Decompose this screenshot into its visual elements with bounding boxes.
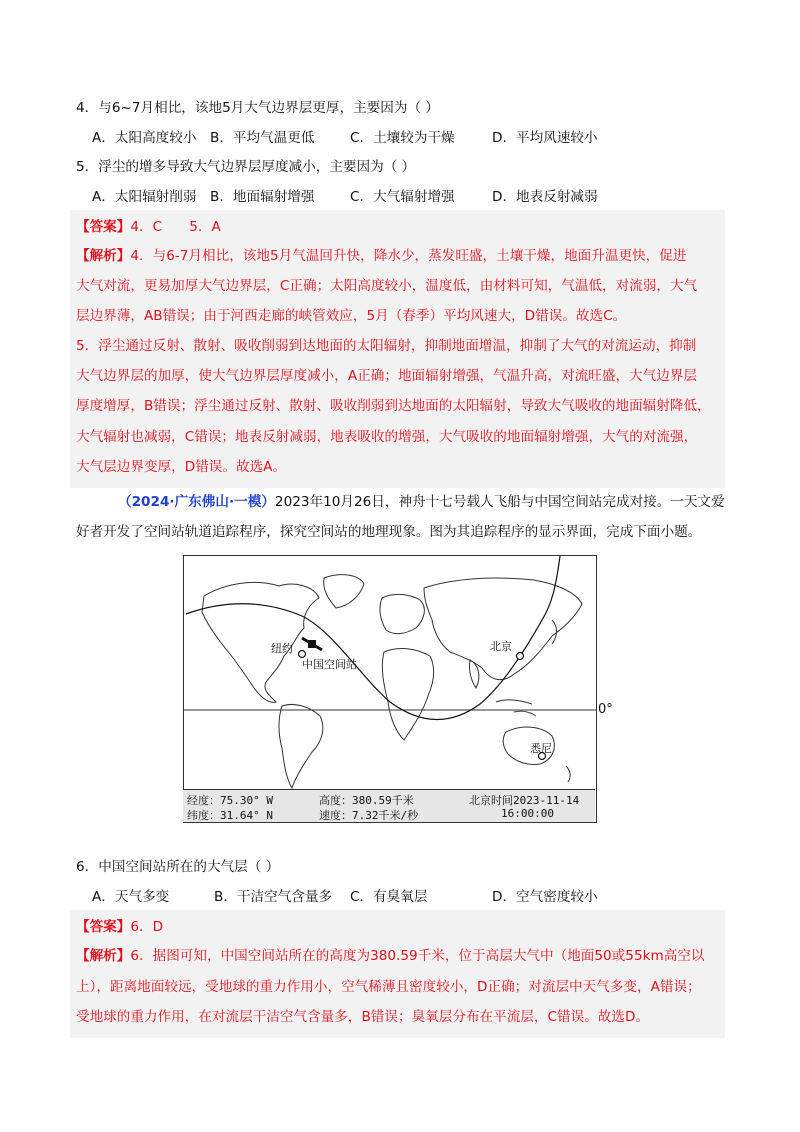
asia-shape: [424, 578, 582, 680]
tracking-info-bar: [183, 789, 595, 822]
speed-readout: 速度：7.32千米/秒: [319, 809, 419, 822]
q4-option-a[interactable]: A．太阳高度较小: [92, 130, 197, 146]
indonesia-shape: [496, 700, 536, 716]
analysis-tag: 【解析】: [76, 948, 131, 964]
analysis-line: 大气层边界变厚，D错误。故选A。: [76, 459, 287, 475]
analysis-text: 6．据图可知，中国空间站所在的高度为380.59千米，位于高层大气中（地面50或55km高空以: [130, 948, 705, 964]
japan-shape: [552, 620, 557, 644]
analysis-line: [76, 946, 704, 966]
europe-shape: [380, 594, 424, 633]
latitude-readout: 纬度：31.64° N: [187, 809, 273, 822]
equator-label: 0°: [598, 702, 613, 717]
analysis-line: 大气边界层的加厚，使大气边界层厚度减小，A正确；地面辐射增强，气温升高，对流旺盛，大气边界层: [76, 368, 698, 384]
altitude-readout: 高度：380.59千米: [319, 794, 414, 807]
analysis-text: 4．与6-7月相比，该地5月气温回升快，降水少，蒸发旺盛，土壤干燥，地面升温更快，促进: [130, 248, 687, 264]
q6-option-c[interactable]: C．有臭氧层: [350, 889, 428, 905]
analysis-line: 大气对流，更易加厚大气边界层，C正确；太阳高度较小，温度低，由材料可知，气温低，对流弱，大气: [76, 278, 698, 294]
africa-shape: [382, 649, 433, 740]
q5-option-d[interactable]: D．地表反射减弱: [492, 189, 598, 205]
longitude-readout: 经度：75.30° W: [187, 794, 273, 807]
analysis-tag: 【解析】: [76, 248, 131, 264]
south-america-shape: [279, 704, 323, 788]
intro-text-1: 2023年10月26日，神舟十七号载人飞船与中国空间站完成对接。一天文爱: [274, 494, 725, 510]
analysis-line: [76, 246, 686, 266]
north-america-shape: [202, 582, 319, 702]
q5-option-a[interactable]: A．太阳辐射削弱: [92, 189, 197, 205]
q5-option-b[interactable]: B．地面辐射增强: [210, 189, 315, 205]
answer-tag: 【答案】: [76, 919, 131, 935]
beijing-time-value: 16:00:00: [501, 807, 554, 820]
new-zealand-shape: [566, 766, 570, 782]
beijing-label: 北京: [490, 640, 512, 653]
analysis-line: 大气辐射也减弱，C错误；地表反射减弱，地表吸收的增强，大气吸收的地面辐射增强，大气的对流强，: [76, 429, 698, 445]
analysis-line: 5．浮尘通过反射、散射、吸收削弱到达地面的太阳辐射，抑制地面增温，抑制了大气的对流运动，抑制: [76, 338, 697, 354]
source-tag: （2024·广东佛山·一模）: [118, 494, 275, 510]
q5-option-c[interactable]: C．大气辐射增强: [350, 189, 455, 205]
space-station-icon: [302, 638, 322, 650]
analysis-line: 上），距离地面较远，受地球的重力作用小，空气稀薄且密度较小，D正确；对流层中天气多变，A错误；: [76, 979, 701, 995]
orbit-tracking-map: [183, 555, 597, 823]
station-label: 中国空间站: [302, 658, 357, 671]
analysis-line: 厚度增厚，B错误；浮尘通过反射、散射、吸收削弱到达地面的太阳辐射，导致大气吸收的地面辐射降低，: [76, 398, 711, 414]
q4-option-c[interactable]: C．土壤较为干燥: [350, 130, 455, 146]
answer-text: 6．D: [130, 919, 164, 935]
greenland-shape: [324, 575, 364, 608]
newyork-label: 纽约: [271, 642, 293, 655]
q4-option-d[interactable]: D．平均风速较小: [492, 130, 598, 146]
intro-line-2: 好者开发了空间站轨道追踪程序，探究空间站的地理现象。图为其追踪程序的显示界面，完成下面小题。: [76, 524, 702, 540]
india-shape: [469, 660, 478, 688]
answer-text: 4．C 5．A: [130, 219, 221, 235]
analysis-line: 受地球的重力作用，在对流层干洁空气含量多，B错误；臭氧层分布在平流层，C错误。故选D。: [76, 1009, 650, 1025]
intro-line-1: [118, 492, 725, 512]
q6-option-a[interactable]: A．天气多变: [92, 889, 170, 905]
sydney-label: 悉尼: [530, 742, 552, 755]
beijing-marker-icon: [517, 653, 524, 660]
q6-stem: 6．中国空间站所在的大气层（ ）: [76, 859, 280, 875]
q4-stem: 4．与6~7月相比，该地5月大气边界层更厚，主要因为（ ）: [76, 100, 439, 116]
q5-stem: 5．浮尘的增多导致大气边界层厚度减小，主要因为（ ）: [76, 159, 416, 175]
beijing-time-label: 北京时间2023-11-14: [469, 794, 580, 807]
q6-option-d[interactable]: D．空气密度较小: [492, 889, 598, 905]
analysis-line: 层边界薄，AB错误；由于河西走廊的峡管效应，5月（春季）平均风速大，D错误。故选C。: [76, 308, 627, 324]
answer-line-6: [76, 917, 163, 937]
q4-option-b[interactable]: B．平均气温更低: [210, 130, 315, 146]
q6-option-b[interactable]: B．干洁空气含量多: [214, 889, 333, 905]
answer-line-4-5: [76, 217, 221, 237]
answer-tag: 【答案】: [76, 219, 131, 235]
